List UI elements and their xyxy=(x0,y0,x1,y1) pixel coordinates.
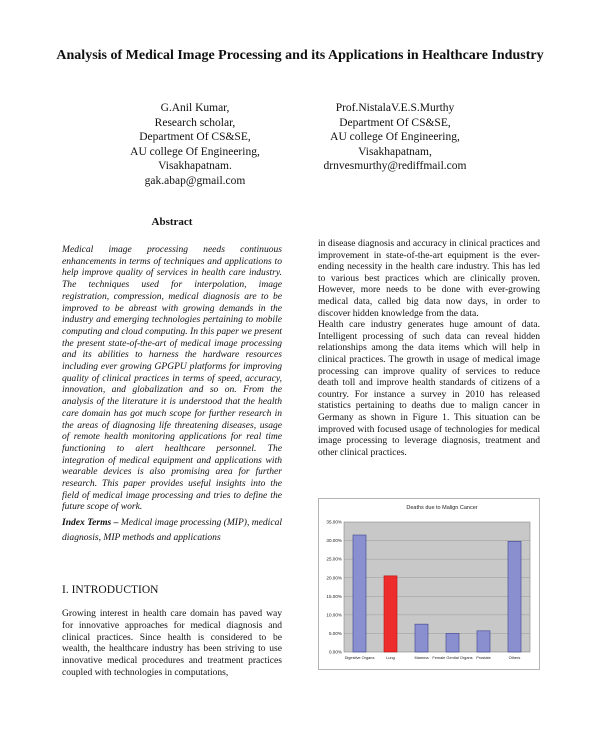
author-block-2 xyxy=(300,101,490,174)
author-1-name: G.Anil Kumar, xyxy=(160,102,230,114)
author-1-role: Research scholar, xyxy=(154,116,236,129)
author-1-city: Visakhapatnam. xyxy=(158,160,232,173)
intro-text: Growing interest in health care domain has paved way for innovative approaches for medical diagnosis and clinical practices. Since health is considered to be wealth, the healthcare industry has been striving to use innovative medical procedures and treatment practices coupled with technologies in computations, xyxy=(62,608,282,678)
index-terms-text: Medical image processing (MIP), medical diagnosis, MIP methods and applications xyxy=(62,517,282,544)
author-1-college: AU college Of Engineering, xyxy=(130,145,260,158)
author-2-city: Visakhapatnam, xyxy=(358,145,432,158)
abstract-heading: Abstract xyxy=(151,216,193,228)
bar-prostate xyxy=(477,631,490,652)
x-tick-label: Digestive Organs xyxy=(344,655,375,660)
y-tick-label: 30.00% xyxy=(326,538,342,544)
right-column xyxy=(318,238,540,458)
chart-title: Deaths due to Malign Cancer xyxy=(406,505,478,511)
paper-title: Analysis of Medical Image Processing and its Applications in Healthcare Industry xyxy=(56,48,544,63)
bar-female-genital-organs xyxy=(446,633,459,652)
y-tick-label: 20.00% xyxy=(326,575,342,581)
intro-heading: I. INTRODUCTION xyxy=(62,584,159,596)
bar-others xyxy=(508,541,521,652)
x-tick-label: Mamma xyxy=(414,655,429,660)
left-column xyxy=(62,244,282,545)
x-tick-label: Lung xyxy=(386,655,395,660)
y-tick-label: 5.00% xyxy=(328,631,342,637)
author-2-college: AU college Of Engineering, xyxy=(330,131,460,144)
y-tick-label: 25.00% xyxy=(326,556,342,562)
y-tick-label: 35.00% xyxy=(326,519,342,525)
y-tick-label: 0.00% xyxy=(328,649,342,655)
author-2-department: Department Of CS&SE, xyxy=(339,116,451,129)
chart-svg xyxy=(318,498,540,670)
author-2-name: Prof.NistalaV.E.S.Murthy xyxy=(335,102,455,114)
y-tick-label: 15.00% xyxy=(326,593,342,599)
author-block-1 xyxy=(110,101,280,189)
author-2-email: drnvesmurthy@rediffmail.com xyxy=(323,160,467,173)
x-tick-label: Prostate xyxy=(476,655,491,660)
x-tick-label: Others xyxy=(508,655,521,660)
plot-area xyxy=(344,522,530,652)
body-paragraph-2: Health care industry generates huge amount of data. Intelligent processing of such data can reveal hidden relationships among the data items which will help in clinical practices. The growth in usage of medical image processing can improve quality of services to reduce death toll and improve health standards of citizens of a country. For instance a survey in 2010 has released statistics pertaining to deaths due to malign cancer in Germany as shown in Figure 1. This situation can be improved with focused usage of technologies for medical image processing to leverage diagnosis, treatment and other clinical practices. xyxy=(318,319,540,458)
bar-mamma xyxy=(415,624,428,652)
cancer-deaths-chart xyxy=(318,498,540,670)
bar-digestive-organs xyxy=(353,535,366,652)
index-terms xyxy=(62,515,282,545)
body-paragraph-1: in disease diagnosis and accuracy in clinical practices and improvement in state-of-the-art equipment is the ever-ending necessity in the health care industry. This has led to various best practices which are clinically proven. However, more needs to be done with ever-growing medical data, called big data now days, in order to discover hidden knowledge from the data. xyxy=(318,238,540,319)
plot-background xyxy=(344,522,530,652)
y-tick-label: 10.00% xyxy=(326,612,342,618)
abstract-text: Medical image processing needs continuous enhancements in terms of techniques and applications to help improve quality of services in health care industry. The techniques used for interpolation, image registration, compression, medical diagnosis are to be improved to be abreast with growing demands in the industry and emerging technologies pertaining to mobile computing and cloud computing. In this paper we present the present state-of-the-art of medical image processing and its abilities to harness the hardware resources including ever growing GPGPU platforms for improving quality of clinical practices in terms of speed, accuracy, innovation, and globalization and so on. From the analysis of the literature it is understood that the health care domain has got much scope for further research in the areas of diagnosing life threatening diseases, usage of remote health monitoring applications for real time functioning to alert healthcare personnel. The integration of medical equipment and applications with wearable devices is also promising area for further research. This paper provides useful insights into the field of medical image processing and tries to define the future scope of work. xyxy=(62,244,282,513)
bar-lung xyxy=(384,576,397,652)
index-terms-label: Index Terms – xyxy=(62,517,119,529)
author-1-department: Department Of CS&SE, xyxy=(139,131,251,144)
x-tick-label: Female Genital Organs xyxy=(432,655,473,660)
author-1-email: gak.abap@gmail.com xyxy=(144,174,246,187)
